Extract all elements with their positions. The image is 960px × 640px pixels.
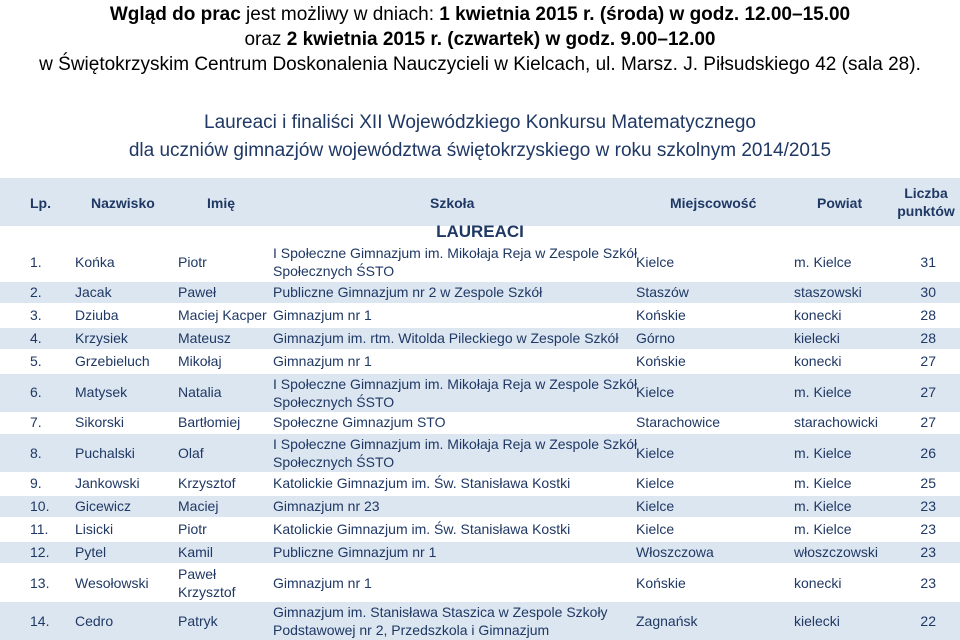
cell-nazwisko: Matysek	[75, 384, 128, 400]
cell-szkola-line1: I Społeczne Gimnazjum im. Mikołaja Reja w Zespole Szkół	[273, 376, 638, 392]
cell-szkola: Gimnazjum nr 1	[273, 575, 372, 591]
cell-powiat: konecki	[794, 307, 842, 323]
cell-imie: Mateusz	[178, 330, 231, 346]
cell-miejscowosc: Końskie	[636, 353, 686, 369]
cell-miejscowosc: Staszów	[636, 284, 689, 300]
header-line2-normal: oraz	[244, 29, 287, 50]
cell-lp: 12.	[30, 544, 50, 560]
cell-imie: Natalia	[178, 384, 222, 400]
cell-punkty: 22	[920, 613, 936, 629]
cell-imie: Patryk	[178, 613, 218, 629]
cell-punkty: 30	[920, 284, 936, 300]
cell-punkty: 25	[920, 475, 936, 491]
cell-powiat: m. Kielce	[794, 475, 852, 491]
cell-szkola-line1: I Społeczne Gimnazjum im. Mikołaja Reja w Zespole Szkół	[273, 436, 638, 452]
col-liczba: Liczba	[904, 185, 948, 201]
header-line-1	[0, 4, 960, 25]
cell-powiat: staszowski	[794, 284, 862, 300]
cell-punkty: 23	[920, 575, 936, 591]
table-row	[0, 602, 960, 640]
cell-lp: 10.	[30, 498, 50, 514]
cell-miejscowosc: Końskie	[636, 307, 686, 323]
cell-imie: Kamil	[178, 544, 214, 560]
col-lp: Lp.	[30, 195, 51, 211]
header-line2-bold: 2 kwietnia 2015 r. (czwartek) w godz. 9.00	[286, 29, 658, 50]
title-line-2: dla uczniów gimnazjów województwa świętokrzyskiego w roku szkolnym 2014/2015	[128, 140, 832, 161]
cell-lp: 1.	[30, 254, 42, 270]
header-line2-time: –12.00	[657, 29, 716, 50]
cell-nazwisko: Końka	[75, 254, 115, 270]
cell-lp: 7.	[30, 414, 42, 430]
cell-lp: 5.	[30, 353, 42, 369]
header-line1-bold: Wgląd do prac	[109, 4, 241, 25]
header-line-3: w Świętokrzyskim Centrum Doskonalenia Nauczycieli w Kielcach, ul. Marsz. J. Piłsudskiego 42 (sala 28).	[39, 54, 921, 75]
cell-powiat: m. Kielce	[794, 521, 852, 537]
title-line-1: Laureaci i finaliści XII Wojewódzkiego Konkursu Matematycznego	[204, 112, 756, 133]
cell-imie: Piotr	[178, 254, 207, 270]
table-row	[0, 282, 960, 303]
cell-punkty: 28	[920, 307, 936, 323]
cell-nazwisko: Dziuba	[75, 307, 119, 323]
cell-punkty: 27	[920, 384, 936, 400]
cell-nazwisko: Wesołowski	[75, 575, 149, 591]
col-nazwisko: Nazwisko	[91, 195, 155, 211]
table-row	[0, 473, 960, 494]
cell-szkola	[273, 603, 608, 639]
section-laureaci: LAUREACI	[436, 222, 524, 241]
table-row	[0, 244, 960, 282]
cell-szkola: Gimnazjum nr 1	[273, 307, 372, 323]
table-header	[0, 178, 960, 226]
cell-szkola-line2: Społecznych ŚSTO	[273, 454, 395, 470]
cell-nazwisko: Krzysiek	[75, 330, 128, 346]
table-row	[0, 496, 960, 517]
col-imie: Imię	[207, 195, 236, 211]
cell-szkola-line2: Społecznych ŚSTO	[273, 263, 395, 279]
cell-powiat: konecki	[794, 353, 842, 369]
cell-miejscowosc: Starachowice	[636, 414, 721, 430]
cell-punkty: 31	[920, 254, 936, 270]
cell-szkola	[273, 244, 637, 280]
cell-powiat: m. Kielce	[794, 384, 852, 400]
header-line1-date: 1 kwietnia 2015 r. (środa) w godz. 12.00	[439, 4, 792, 25]
cell-miejscowosc: Zagnańsk	[636, 613, 698, 629]
cell-lp: 2.	[30, 284, 42, 300]
cell-powiat: m. Kielce	[794, 254, 852, 270]
cell-miejscowosc: Górno	[636, 330, 675, 346]
cell-szkola: Gimnazjum nr 1	[273, 353, 372, 369]
cell-miejscowosc: Kielce	[636, 254, 675, 270]
col-powiat: Powiat	[817, 195, 863, 211]
header-line1-normal: jest możliwy w dniach:	[240, 4, 440, 25]
cell-nazwisko: Gicewicz	[75, 498, 132, 514]
cell-lp: 14.	[30, 613, 50, 629]
cell-nazwisko: Pytel	[75, 544, 107, 560]
cell-miejscowosc: Kielce	[636, 445, 675, 461]
cell-szkola: Publiczne Gimnazjum nr 2 w Zespole Szkół	[273, 284, 543, 300]
cell-szkola-line1: I Społeczne Gimnazjum im. Mikołaja Reja w Zespole Szkół	[273, 245, 638, 261]
cell-punkty: 28	[920, 330, 936, 346]
cell-imie: Maciej	[178, 498, 219, 514]
cell-nazwisko: Sikorski	[75, 414, 125, 430]
col-miejscowosc: Miejscowość	[670, 195, 757, 211]
table-row	[0, 519, 960, 540]
table-row	[0, 434, 960, 472]
cell-lp: 8.	[30, 445, 42, 461]
cell-miejscowosc: Kielce	[636, 521, 675, 537]
cell-szkola-line2: Społecznych ŚSTO	[273, 394, 395, 410]
cell-lp: 3.	[30, 307, 42, 323]
cell-lp: 9.	[30, 475, 42, 491]
cell-powiat: konecki	[794, 575, 842, 591]
cell-punkty: 23	[920, 521, 936, 537]
table-row	[0, 412, 960, 433]
cell-szkola: Gimnazjum im. rtm. Witolda Pileckiego w Zespole Szkół	[273, 330, 619, 346]
header-line-2	[0, 29, 960, 50]
table-row	[0, 305, 960, 326]
cell-powiat: m. Kielce	[794, 445, 852, 461]
cell-lp: 11.	[30, 521, 49, 537]
cell-szkola: Gimnazjum nr 23	[273, 498, 380, 514]
cell-imie: Krzysztof	[178, 475, 236, 491]
cell-powiat: włoszczowski	[794, 544, 879, 560]
cell-punkty: 26	[920, 445, 936, 461]
cell-lp: 4.	[30, 330, 42, 346]
cell-lp: 13.	[30, 575, 50, 591]
cell-imie: Maciej Kacper	[178, 307, 267, 323]
cell-imie: Olaf	[178, 445, 204, 461]
cell-powiat: kielecki	[794, 613, 840, 629]
cell-imie: Piotr	[178, 521, 207, 537]
cell-szkola: Społeczne Gimnazjum STO	[273, 414, 446, 430]
table-row	[0, 351, 960, 372]
col-szkola: Szkoła	[430, 195, 475, 211]
cell-imie: Bartłomiej	[178, 414, 241, 430]
col-liczba-punktow	[891, 184, 960, 220]
table-row	[0, 564, 960, 602]
cell-imie	[178, 565, 236, 601]
cell-szkola-line2: Podstawowej nr 2, Przedszkola i Gimnazjum	[273, 622, 550, 638]
cell-szkola: Katolickie Gimnazjum im. Św. Stanisława Kostki	[273, 521, 571, 537]
cell-lp: 6.	[30, 384, 42, 400]
table-row	[0, 328, 960, 349]
cell-szkola: Publiczne Gimnazjum nr 1	[273, 544, 437, 560]
col-punktow: punktów	[897, 203, 955, 219]
cell-punkty: 27	[920, 414, 936, 430]
cell-nazwisko: Jankowski	[75, 475, 140, 491]
table-row	[0, 374, 960, 412]
cell-imie-line1: Paweł	[178, 566, 217, 582]
cell-nazwisko: Puchalski	[75, 445, 135, 461]
cell-szkola: Katolickie Gimnazjum im. Św. Stanisława Kostki	[273, 475, 571, 491]
cell-szkola-line1: Gimnazjum im. Stanisława Staszica w Zespole Szkoły	[273, 604, 608, 620]
cell-punkty: 27	[920, 353, 936, 369]
cell-imie: Paweł	[178, 284, 217, 300]
cell-miejscowosc: Kielce	[636, 498, 675, 514]
cell-miejscowosc: Włoszczowa	[636, 544, 714, 560]
cell-nazwisko: Jacak	[75, 284, 112, 300]
cell-punkty: 23	[920, 498, 936, 514]
cell-miejscowosc: Końskie	[636, 575, 686, 591]
cell-nazwisko: Cedro	[75, 613, 114, 629]
cell-powiat: starachowicki	[794, 414, 879, 430]
cell-powiat: kielecki	[794, 330, 840, 346]
cell-powiat: m. Kielce	[794, 498, 852, 514]
header-line1-time: –15.00	[792, 4, 851, 25]
cell-imie-line2: Krzysztof	[178, 584, 236, 600]
table-row	[0, 542, 960, 563]
cell-szkola	[273, 375, 637, 411]
cell-imie: Mikołaj	[178, 353, 222, 369]
cell-punkty: 23	[920, 544, 936, 560]
cell-nazwisko: Lisicki	[75, 521, 114, 537]
cell-miejscowosc: Kielce	[636, 475, 675, 491]
cell-nazwisko: Grzebieluch	[75, 353, 150, 369]
cell-miejscowosc: Kielce	[636, 384, 675, 400]
cell-szkola	[273, 435, 637, 471]
